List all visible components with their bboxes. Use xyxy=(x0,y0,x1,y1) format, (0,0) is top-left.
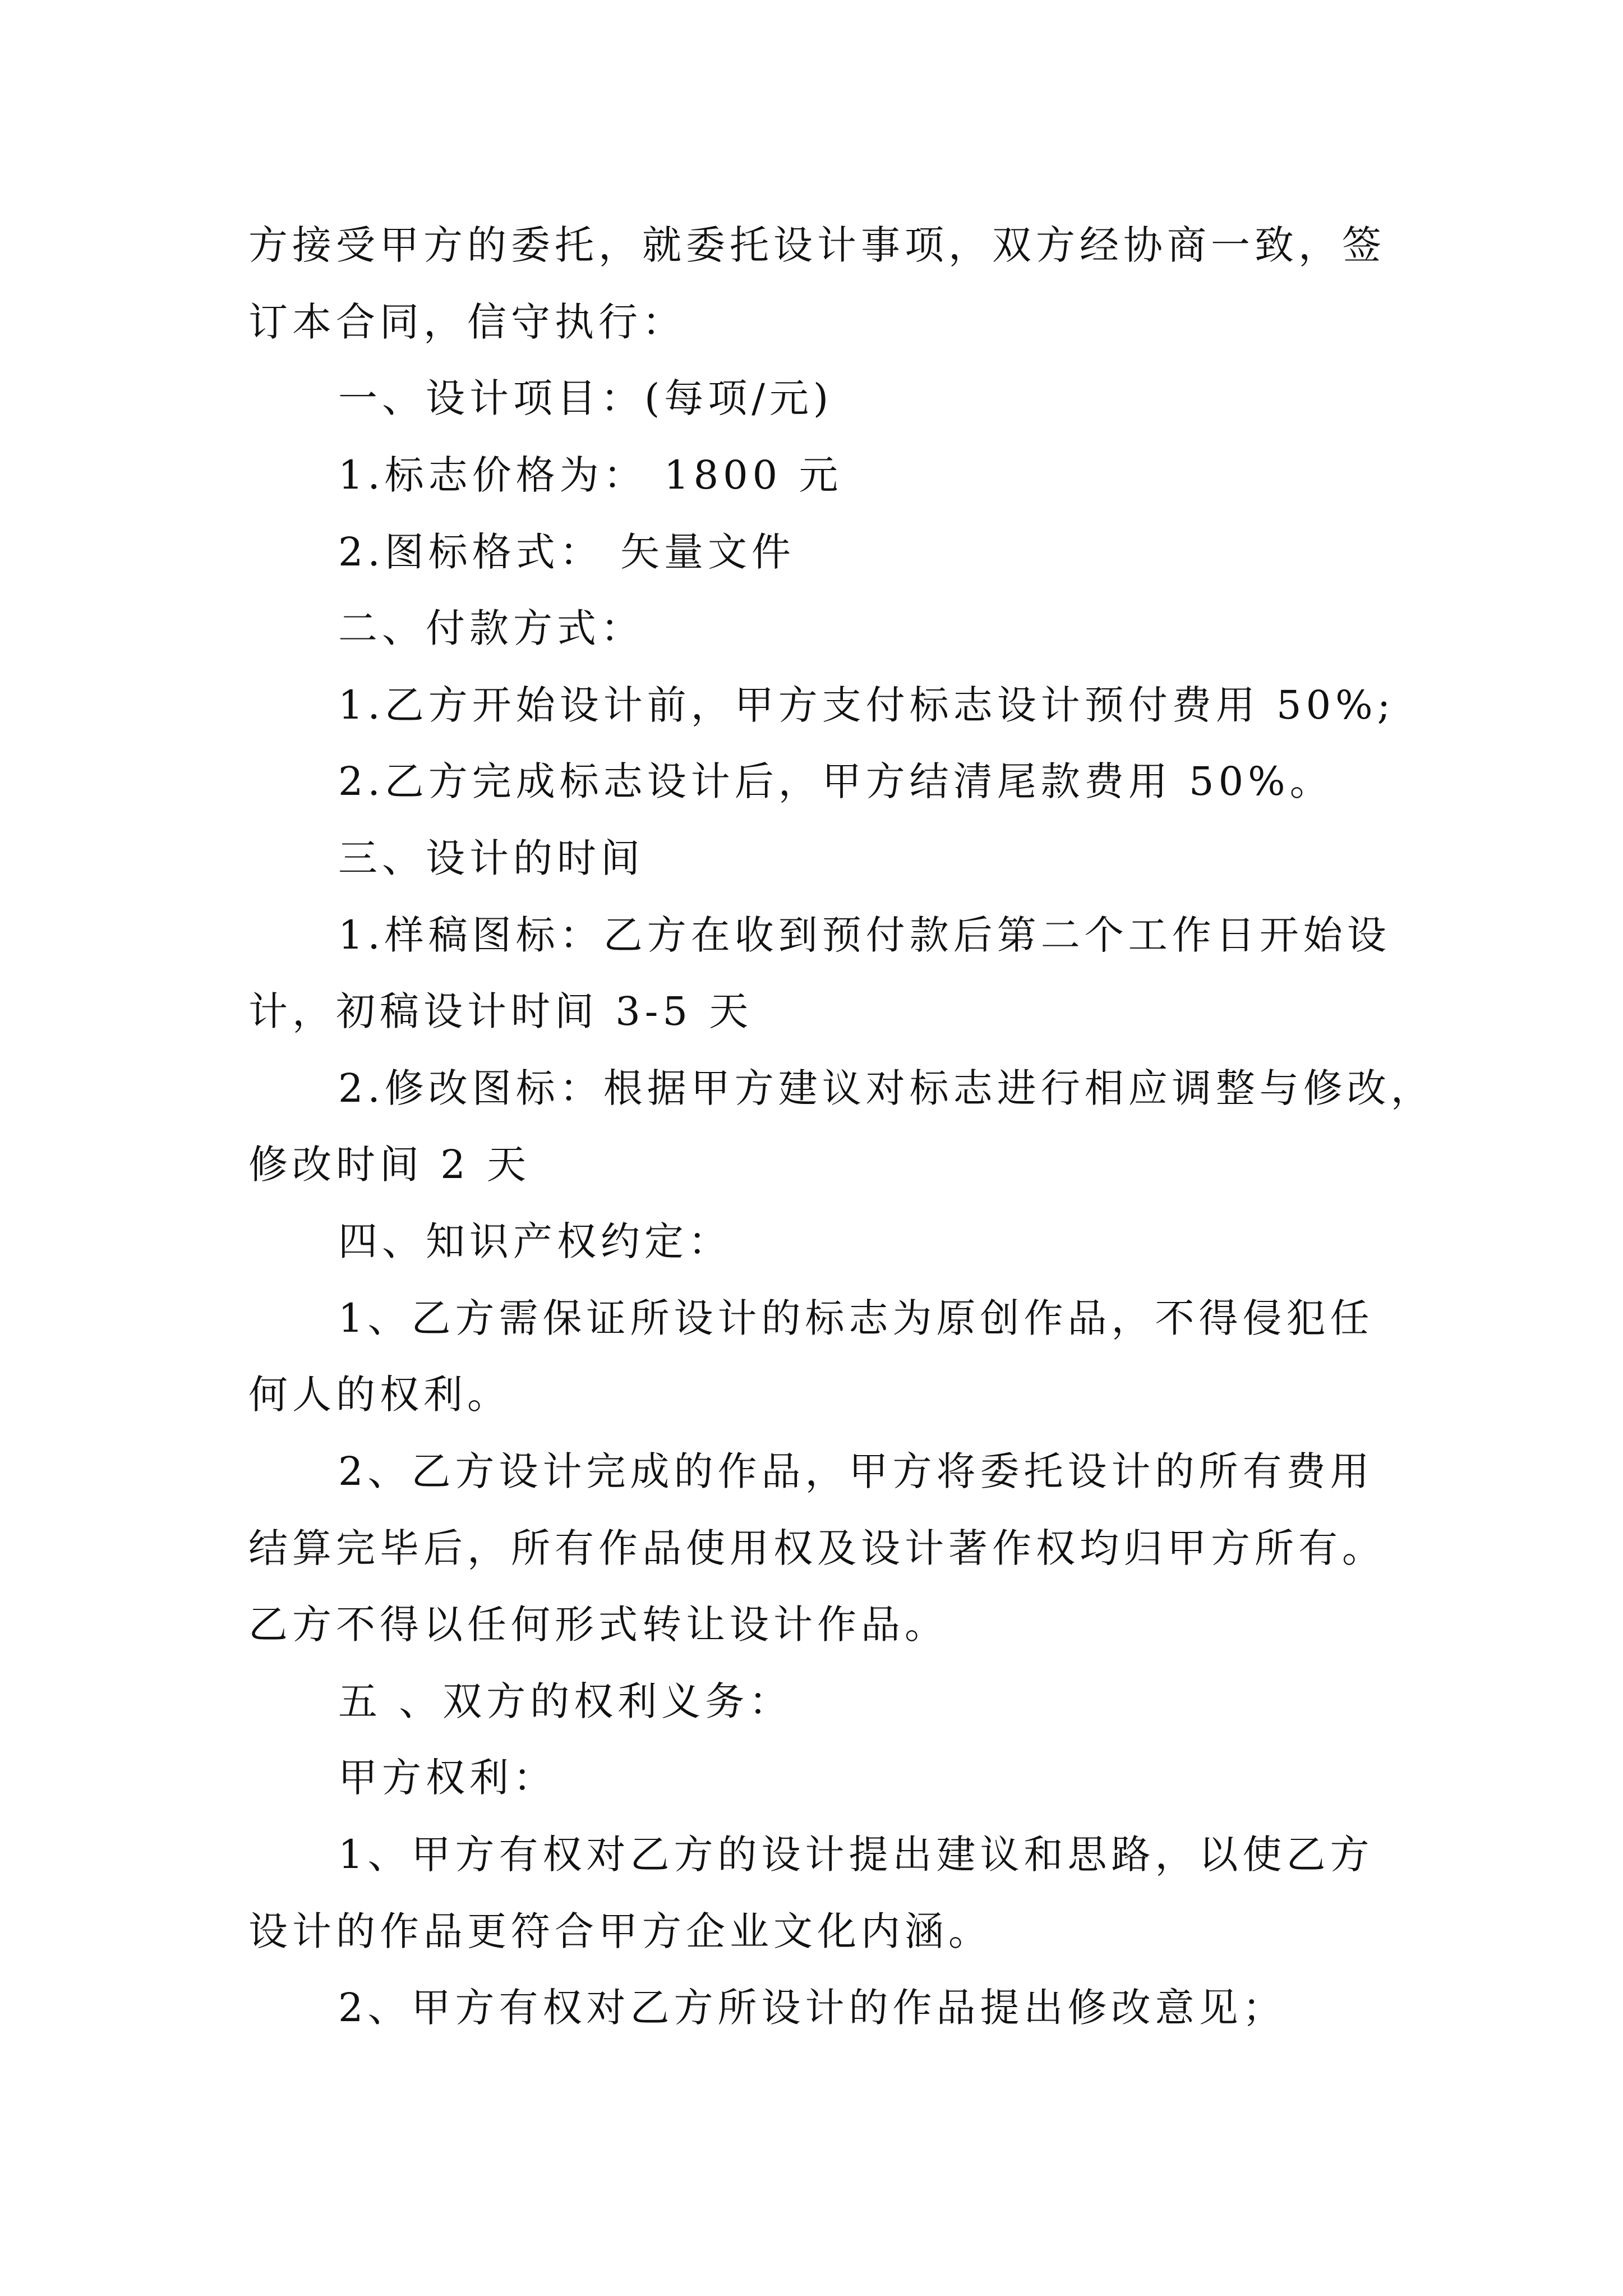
text-line: 乙方不得以任何形式转让设计作品。 xyxy=(248,1602,948,1648)
text-line: 修改时间 2 天 xyxy=(248,1142,531,1188)
text-line: 1.样稿图标：乙方在收到预付款后第二个工作日开始设 xyxy=(338,912,1391,958)
text-line: 2、乙方设计完成的作品，甲方将委托设计的所有费用 xyxy=(338,1448,1374,1494)
text-line: 2、甲方有权对乙方所设计的作品提出修改意见； xyxy=(338,1985,1287,2031)
text-line: 方接受甲方的委托，就委托设计事项，双方经协商一致，签 xyxy=(248,222,1386,268)
text-line: 结算完毕后，所有作品使用权及设计著作权均归甲方所有。 xyxy=(248,1525,1386,1571)
text-line: 2.乙方完成标志设计后，甲方结清尾款费用 50%。 xyxy=(338,758,1334,804)
text-line: 1.乙方开始设计前，甲方支付标志设计预付费用 50%; xyxy=(338,682,1395,728)
section-heading: 一、设计项目：(每项/元) xyxy=(338,375,833,421)
text-line: 1.标志价格为： 1800 元 xyxy=(338,452,843,498)
text-line: 2.图标格式： 矢量文件 xyxy=(338,529,796,575)
section-heading: 二、付款方式： xyxy=(338,605,644,651)
subheading: 甲方权利： xyxy=(338,1755,557,1801)
section-heading: 五 、双方的权利义务： xyxy=(338,1678,793,1724)
text-line: 设计的作品更符合甲方企业文化内涵。 xyxy=(248,1908,992,1954)
text-line: 订本合同，信守执行： xyxy=(248,299,686,345)
text-line: 何人的权利。 xyxy=(248,1372,511,1418)
section-heading: 三、设计的时间 xyxy=(338,835,644,881)
text-line: 计，初稿设计时间 3-5 天 xyxy=(248,988,753,1034)
text-line: 1、乙方需保证所设计的标志为原创作品，不得侵犯任 xyxy=(338,1295,1374,1341)
text-line: 1、甲方有权对乙方的设计提出建议和思路，以使乙方 xyxy=(338,1832,1374,1878)
text-line: 2.修改图标：根据甲方建议对标志进行相应调整与修改， xyxy=(338,1065,1435,1111)
section-heading: 四、知识产权约定： xyxy=(338,1218,732,1264)
